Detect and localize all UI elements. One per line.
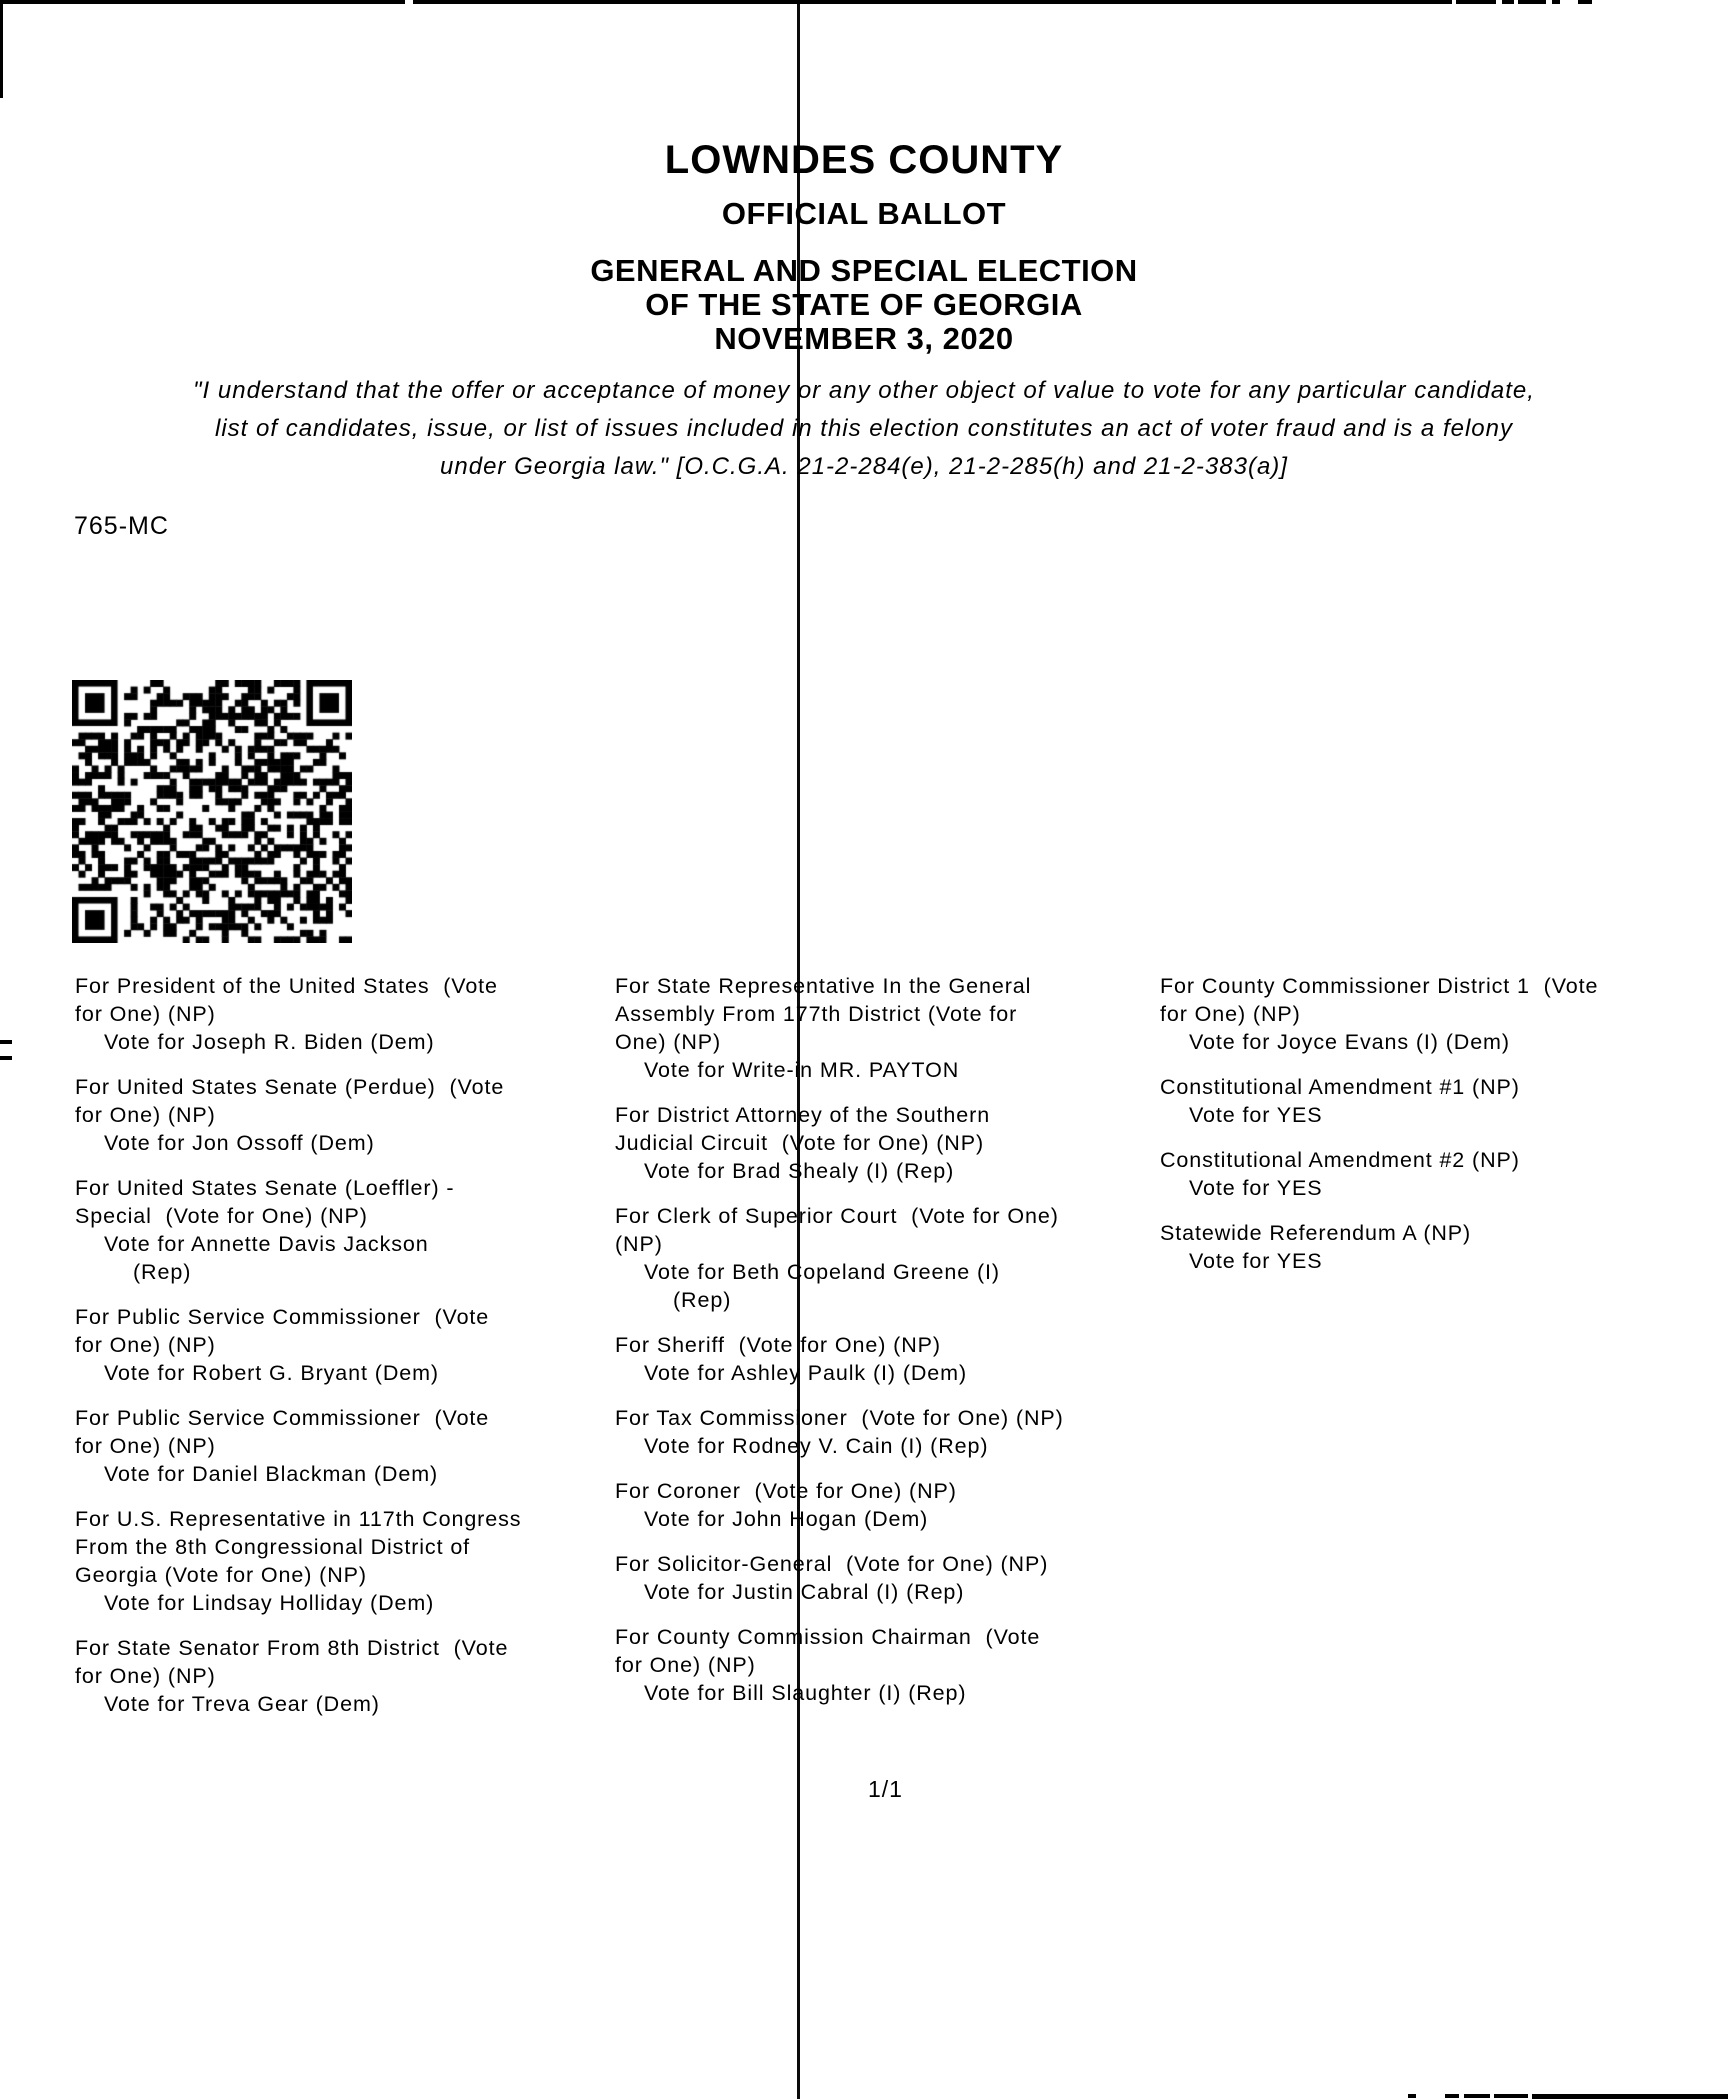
contest-column-1 xyxy=(75,972,600,1735)
contest-column-3 xyxy=(1160,972,1728,1292)
contest-item xyxy=(1160,1073,1728,1129)
contest-item xyxy=(615,1550,1150,1606)
election-title-line2: OF THE STATE OF GEORGIA xyxy=(645,287,1083,322)
county-title: LOWNDES COUNTY xyxy=(664,138,1064,182)
contest-item xyxy=(75,1404,600,1488)
scan-mark xyxy=(1502,0,1514,4)
contest-vote-line: Vote for Joyce Evans (I) (Dem) xyxy=(1189,1030,1510,1054)
voter-fraud-disclaimer xyxy=(0,372,1728,486)
contest-item xyxy=(1160,1219,1728,1275)
contest-item xyxy=(75,1174,600,1286)
scan-mark xyxy=(1552,0,1560,4)
contest-vote-line: Vote for Justin Cabral (I) (Rep) xyxy=(644,1580,965,1604)
contest-office-line: One) (NP) xyxy=(615,1030,722,1054)
ballot-style-code: 765-MC xyxy=(74,512,169,540)
contest-item xyxy=(75,1303,600,1387)
contest-column-2 xyxy=(615,972,1150,1724)
contest-vote-line: Vote for YES xyxy=(1189,1176,1323,1200)
scan-mark xyxy=(1494,2094,1528,2098)
contest-item xyxy=(615,1202,1150,1314)
contest-office-line: For Tax Commissioner (Vote for One) (NP) xyxy=(615,1406,1064,1430)
contest-office-line: For Coroner (Vote for One) (NP) xyxy=(615,1479,957,1503)
scan-mark xyxy=(0,0,3,98)
contest-office-line: For U.S. Representative in 117th Congress xyxy=(75,1507,522,1531)
contest-office-line: For President of the United States (Vote xyxy=(75,974,498,998)
contest-columns xyxy=(0,972,1728,1872)
contest-item xyxy=(615,1404,1150,1460)
contest-office-line: Special (Vote for One) (NP) xyxy=(75,1204,368,1228)
contest-vote-line: Vote for Robert G. Bryant (Dem) xyxy=(104,1361,439,1385)
contest-office-line: For State Senator From 8th District (Vote xyxy=(75,1636,509,1660)
scan-mark xyxy=(1456,0,1496,4)
contest-vote-line: Vote for YES xyxy=(1189,1249,1323,1273)
contest-office-line: (NP) xyxy=(615,1232,663,1256)
contest-item xyxy=(75,1505,600,1617)
election-title-line1: GENERAL AND SPECIAL ELECTION xyxy=(590,253,1138,288)
scan-mark xyxy=(1408,2094,1416,2098)
contest-office-line: For Solicitor-General (Vote for One) (NP) xyxy=(615,1552,1049,1576)
contest-item xyxy=(75,1073,600,1157)
contest-vote-line: (Rep) xyxy=(133,1260,192,1284)
contest-item xyxy=(1160,1146,1728,1202)
qr-code xyxy=(72,680,352,943)
ballot-header xyxy=(0,138,1728,356)
contest-office-line: for One) (NP) xyxy=(75,1664,216,1688)
scan-mark xyxy=(413,0,1452,4)
contest-office-line: for One) (NP) xyxy=(75,1333,216,1357)
contest-item xyxy=(615,1101,1150,1185)
disclaimer-line-1: "I understand that the offer or acceptance of money or any other object of value to vote for any particular candidate, xyxy=(193,377,1535,404)
contest-vote-line: Vote for Lindsay Holliday (Dem) xyxy=(104,1591,435,1615)
contest-vote-line: Vote for John Hogan (Dem) xyxy=(644,1507,929,1531)
contest-vote-line: Vote for Jon Ossoff (Dem) xyxy=(104,1131,375,1155)
disclaimer-line-2: list of candidates, issue, or list of issues included in this election constitutes an act of voter fraud and is a felony xyxy=(215,415,1513,442)
contest-office-line: for One) (NP) xyxy=(1160,1002,1301,1026)
contest-vote-line: Vote for Treva Gear (Dem) xyxy=(104,1692,380,1716)
contest-office-line: Assembly From 177th District (Vote for xyxy=(615,1002,1018,1026)
scan-mark xyxy=(0,0,405,4)
contest-office-line: For State Representative In the General xyxy=(615,974,1032,998)
contest-vote-line: Vote for Joseph R. Biden (Dem) xyxy=(104,1030,435,1054)
contest-vote-line: Vote for Brad Shealy (I) (Rep) xyxy=(644,1159,955,1183)
contest-office-line: For Sheriff (Vote for One) (NP) xyxy=(615,1333,941,1357)
scan-mark xyxy=(1578,0,1592,4)
contest-office-line: For Clerk of Superior Court (Vote for One) xyxy=(615,1204,1059,1228)
contest-office-line: for One) (NP) xyxy=(615,1653,756,1677)
contest-office-line: for One) (NP) xyxy=(75,1434,216,1458)
contest-item xyxy=(615,1331,1150,1387)
contest-office-line: For United States Senate (Perdue) (Vote xyxy=(75,1075,505,1099)
contest-vote-line: Vote for YES xyxy=(1189,1103,1323,1127)
contest-office-line: Judicial Circuit (Vote for One) (NP) xyxy=(615,1131,985,1155)
election-date: NOVEMBER 3, 2020 xyxy=(714,321,1014,356)
contest-office-line: For County Commission Chairman (Vote xyxy=(615,1625,1041,1649)
contest-office-line: For District Attorney of the Southern xyxy=(615,1103,991,1127)
contest-vote-line: Vote for Daniel Blackman (Dem) xyxy=(104,1462,439,1486)
contest-office-line: Constitutional Amendment #2 (NP) xyxy=(1160,1148,1520,1172)
scan-mark xyxy=(1518,0,1546,4)
scan-mark xyxy=(1445,2094,1459,2098)
contest-office-line: Georgia (Vote for One) (NP) xyxy=(75,1563,367,1587)
scan-mark xyxy=(1464,2094,1490,2098)
disclaimer-line-3: under Georgia law." [O.C.G.A. 21-2-284(e), 21-2-285(h) and 21-2-383(a)] xyxy=(440,453,1288,480)
contest-office-line: for One) (NP) xyxy=(75,1103,216,1127)
contest-office-line: For Public Service Commissioner (Vote xyxy=(75,1406,490,1430)
scan-mark xyxy=(1532,2094,1728,2099)
contest-item xyxy=(1160,972,1728,1056)
page-number: 1/1 xyxy=(868,1776,903,1802)
contest-vote-line: (Rep) xyxy=(673,1288,732,1312)
contest-vote-line: Vote for Rodney V. Cain (I) (Rep) xyxy=(644,1434,989,1458)
contest-item xyxy=(75,972,600,1056)
contest-item xyxy=(615,1623,1150,1707)
contest-office-line: Statewide Referendum A (NP) xyxy=(1160,1221,1472,1245)
contest-office-line: For County Commissioner District 1 (Vote xyxy=(1160,974,1599,998)
contest-vote-line: Vote for Beth Copeland Greene (I) xyxy=(644,1260,1000,1284)
contest-office-line: for One) (NP) xyxy=(75,1002,216,1026)
contest-office-line: From the 8th Congressional District of xyxy=(75,1535,471,1559)
contest-vote-line: Vote for Write-in MR. PAYTON xyxy=(644,1058,960,1082)
contest-office-line: For United States Senate (Loeffler) - xyxy=(75,1176,455,1200)
contest-item xyxy=(615,972,1150,1084)
contest-item xyxy=(75,1634,600,1718)
contest-vote-line: Vote for Annette Davis Jackson xyxy=(104,1232,429,1256)
ballot-type-title: OFFICIAL BALLOT xyxy=(721,196,1007,231)
contest-vote-line: Vote for Ashley Paulk (I) (Dem) xyxy=(644,1361,968,1385)
contest-item xyxy=(615,1477,1150,1533)
contest-office-line: Constitutional Amendment #1 (NP) xyxy=(1160,1075,1520,1099)
election-title-block xyxy=(0,254,1728,356)
contest-vote-line: Vote for Bill Slaughter (I) (Rep) xyxy=(644,1681,967,1705)
contest-office-line: For Public Service Commissioner (Vote xyxy=(75,1305,490,1329)
